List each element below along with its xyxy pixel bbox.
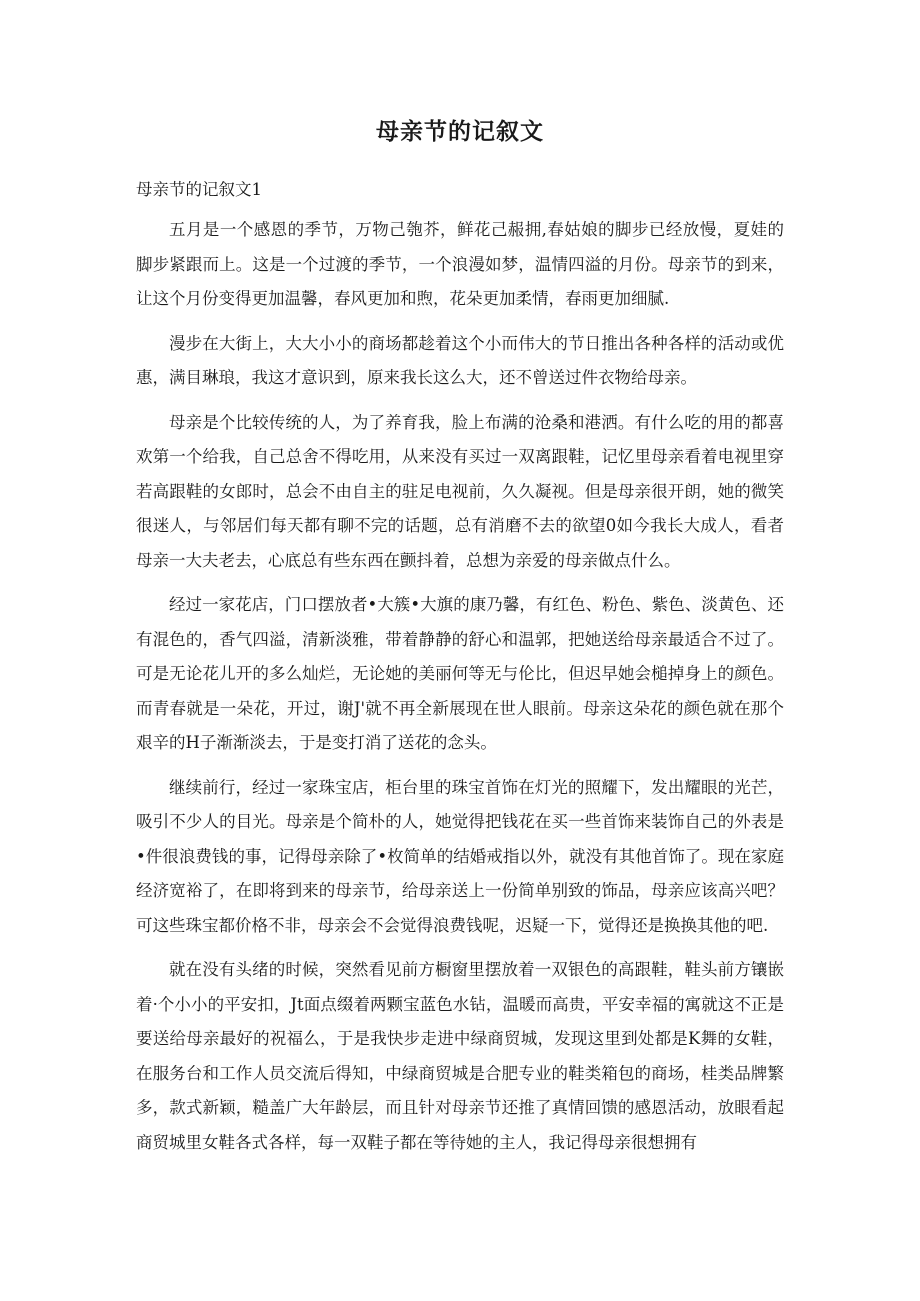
paragraph-2: 漫步在大街上，大大小小的商场都趁着这个小而伟大的节日推出各种各样的活动或优惠，满目琳琅，我这才意识到，原来我长这么大，还不曾送过件衣物给母亲。 — [136, 333, 784, 387]
paragraph-3: 母亲是个比较传统的人，为了养育我，脸上布满的沧桑和港洒。有什么吃的用的都喜欢第一个给我，自己总舍不得吃用，从来没有买过一双离跟鞋，记忆里母亲看着电视里穿若高跟鞋的女郎时，总会不由自主的驻足电视前，久久凝视。但是母亲很开朗，她的微笑很迷人，与邻居们每天都有聊不完的话题，总有消磨不去的欲望0如今我长大成人，看者母亲一大夫老去，心底总有些东西在颤抖着，总想为亲爱的母亲做点什么。 — [136, 412, 784, 570]
document-title: 母亲节的记叙文 — [376, 119, 544, 145]
section-heading: 母亲节的记叙文1 — [136, 180, 262, 199]
paragraph-4: 经过一家花店，门口摆放者•大簇•大旗的康乃馨，有红色、粉色、紫色、淡黄色、还有混色的，香气四溢，清新淡雅，带着静静的舒心和温郭，把她送给母亲最适合不过了。可是无论花儿开的多么灿烂，无论她的美丽何等无与伦比，但迟早她会槌掉身上的颜色。而青春就是一朵花，开过，谢J'就不再全新展现在世人眼前。母亲这朵花的颜色就在那个艰辛的H子渐渐淡去，于是变打消了送花的念头。 — [136, 595, 784, 752]
paragraph-1: 五月是一个感恩的季节，万物己匏芥，鲜花己赧拥,春姑娘的脚步已经放慢，夏娃的脚步紧跟而上。这是一个过渡的季节，一个浪漫如梦，温情四溢的月份。母亲节的到来，让这个月份变得更加温馨，春风更加和煦，花朵更加柔情，春雨更加细腻. — [136, 220, 784, 308]
paragraph-6: 就在没有头绪的时候，突然看见前方橱窗里摆放着一双银色的高跟鞋，鞋头前方镶嵌着·个小小的平安扣，Jt面点缀着两颗宝蓝色水钻，温暖而高贵，平安幸福的寓就这不正是要送给母亲最好的祝福么，于是我快步走进中绿商贸城，发现这里到处都是K舞的女鞋，在服务台和工作人员交流后得知，中绿商贸城是合肥专业的鞋类箱包的商场，桂类品牌繁多，款式新颖，糙盖广大年龄层，而且针对母亲节还推了真情回馈的感恩活动，放眼看起商贸城里女鞋各式各样，每一双鞋子都在等待她的主人，我记得母亲很想拥有 — [136, 960, 784, 1152]
document-page — [136, 112, 784, 1170]
paragraph-5: 继续前行，经过一家珠宝店，柜台里的珠宝首饰在灯光的照耀下，发出耀眼的光芒，吸引不少人的目光。母亲是个简朴的人，她觉得把钱花在买一些首饰来装饰自己的外表是•件很浪费钱的事，记得母亲除了•枚简单的结婚戒指以外，就没有其他首饰了。现在家庭经济宽裕了，在即将到来的母亲节，给母亲送上一份简单别致的饰品，母亲应该高兴吧？可这些珠宝都价格不非，母亲会不会觉得浪费钱呢，迟疑一下，觉得还是换换其他的吧. — [136, 777, 784, 935]
